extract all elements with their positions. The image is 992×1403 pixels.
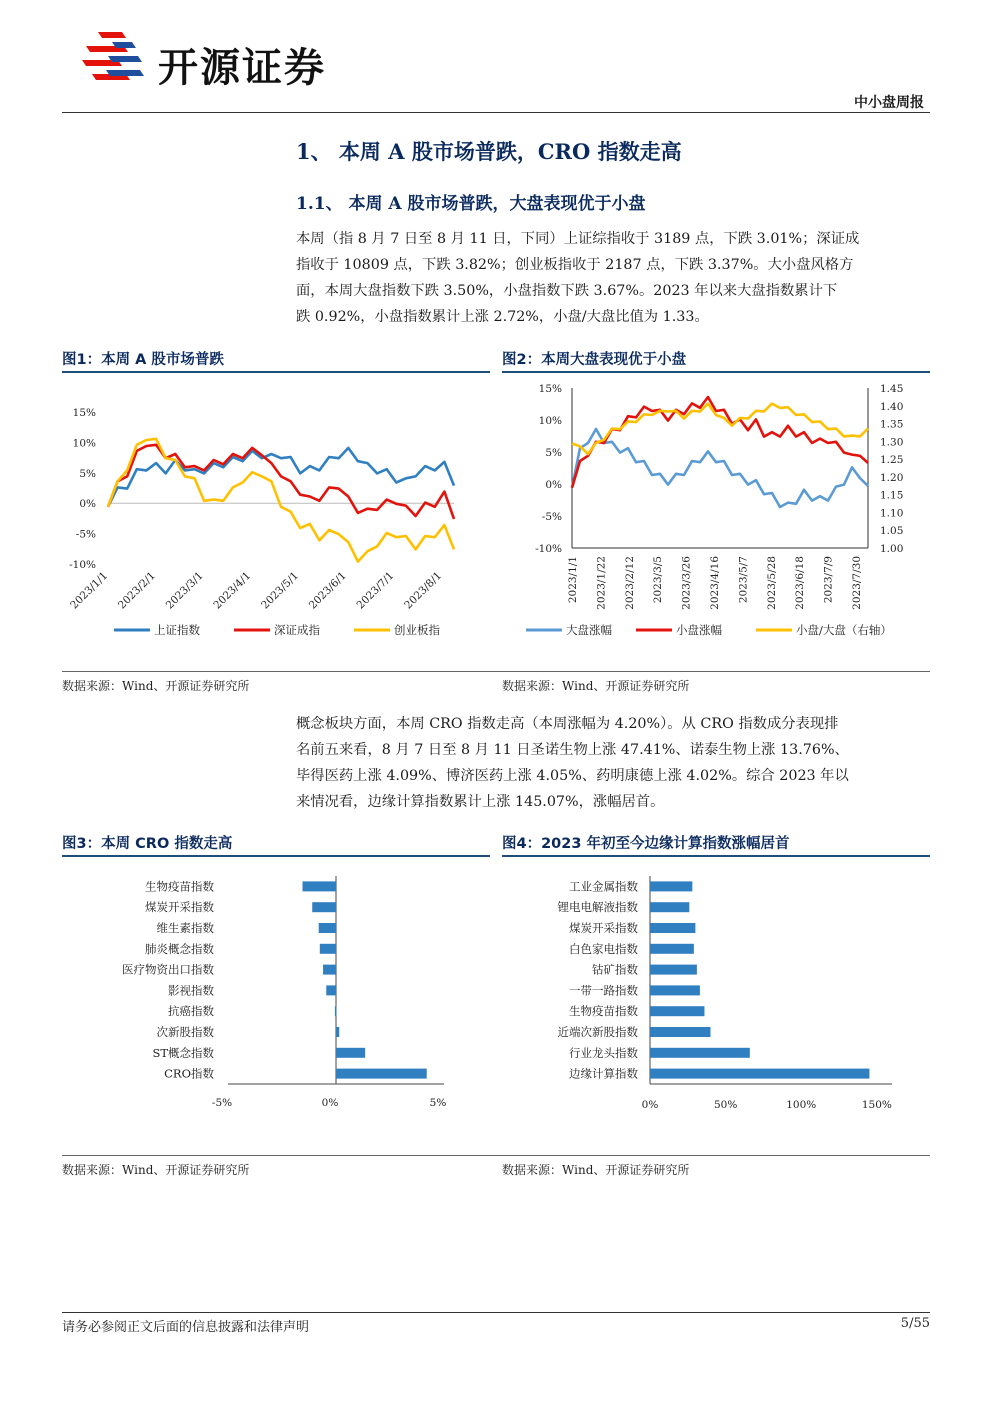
x-tick-label: 2023/4/16 [709, 556, 721, 610]
y-right-tick-label: 1.30 [880, 436, 904, 449]
legend-label: 上证指数 [154, 623, 200, 637]
para-line: 来情况看，边缘计算指数累计上涨 145.07%，涨幅居首。 [296, 794, 665, 810]
fig1-chart [62, 376, 490, 666]
category-label: 煤炭开采指数 [569, 921, 638, 935]
x-tick-label: 2023/7/30 [851, 556, 863, 610]
para-line: 跌 0.92%，小盘指数累计上涨 2.72%，小盘/大盘比值为 1.33。 [296, 309, 709, 325]
x-tick-label: 2023/1/22 [595, 556, 608, 610]
y-right-tick-label: 1.00 [880, 543, 904, 555]
bar [319, 923, 336, 933]
para-line: 指收于 10809 点，下跌 3.82%；创业板指收于 2187 点，下跌 3.37%。大小盘风格方 [296, 257, 854, 273]
category-label: 钴矿指数 [592, 962, 638, 977]
x-tick-label: 150% [861, 1099, 892, 1111]
x-tick-label: 50% [713, 1099, 738, 1111]
y-tick-label: 15% [72, 407, 96, 419]
subsection-title: 1.1、 本周 A 股市场普跌，大盘表现优于小盘 [296, 194, 646, 214]
fig3-title-rule [62, 855, 490, 857]
category-label: ST概念指数 [152, 1045, 214, 1060]
bar [320, 944, 336, 954]
bar [650, 1069, 869, 1079]
x-tick-label: 2023/5/1 [259, 569, 301, 612]
x-tick-label: 2023/2/12 [623, 556, 636, 610]
y-left-tick-label: 10% [538, 415, 562, 427]
bar [335, 1006, 337, 1016]
fig1-title: 图1：本周 A 股市场普跌 [62, 352, 224, 368]
bar [650, 1027, 711, 1037]
y-left-tick-label: -10% [535, 543, 562, 555]
x-tick-label: 2023/7/9 [822, 556, 835, 604]
x-tick-label: 2023/1/1 [68, 569, 111, 612]
fig2-title-rule [502, 371, 930, 373]
x-tick-label: 2023/5/28 [765, 556, 778, 610]
x-tick-label: 100% [786, 1099, 817, 1111]
legend-label: 小盘/大盘（右轴） [796, 623, 892, 637]
bar [650, 965, 697, 975]
bar [650, 1006, 704, 1016]
fig3-source: 数据来源：Wind、开源证券研究所 [62, 1163, 250, 1177]
logo [78, 28, 148, 84]
x-tick-label: 2023/2/1 [115, 569, 158, 612]
fig4-source: 数据来源：Wind、开源证券研究所 [502, 1163, 690, 1177]
category-label: 锂电电解液指数 [557, 900, 638, 915]
header-divider [62, 112, 930, 113]
fig1-title-rule [62, 371, 490, 373]
bar [312, 902, 336, 912]
y-right-tick-label: 1.10 [880, 507, 904, 520]
legend-label: 大盘涨幅 [566, 623, 612, 637]
fig12-bottom-rule [62, 671, 930, 672]
x-tick-label: -5% [211, 1097, 233, 1109]
bar [650, 902, 689, 912]
y-right-tick-label: 1.25 [880, 454, 904, 467]
bar [336, 1048, 365, 1058]
page-number: 5/55 [900, 1316, 930, 1331]
fig3-chart [62, 862, 490, 1152]
para-line: 概念板块方面，本周 CRO 指数走高（本周涨幅为 4.20%）。从 CRO 指数成分表现排 [296, 716, 839, 732]
legend-label: 小盘涨幅 [676, 623, 722, 637]
para-line: 本周（指 8 月 7 日至 8 月 11 日，下同）上证综指收于 3189 点，下跌 3.01%；深证成 [296, 231, 860, 247]
x-tick-label: 2023/5/7 [737, 556, 750, 604]
x-tick-label: 2023/4/1 [211, 569, 254, 612]
x-tick-label: 2023/7/1 [354, 569, 397, 612]
category-label: CRO指数 [164, 1066, 214, 1081]
fig1-source: 数据来源：Wind、开源证券研究所 [62, 679, 250, 693]
category-label: 次新股指数 [156, 1025, 214, 1039]
bar [323, 965, 336, 975]
para-line: 面，本周大盘指数下跌 3.50%，小盘指数下跌 3.67%。2023 年以来大盘指数累计下 [296, 283, 838, 299]
category-label: 影视指数 [168, 983, 214, 998]
x-tick-label: 5% [429, 1097, 447, 1109]
category-label: 维生素指数 [156, 921, 214, 935]
y-left-tick-label: 0% [545, 479, 562, 491]
y-right-tick-label: 1.15 [880, 489, 904, 502]
y-right-tick-label: 1.20 [880, 471, 904, 484]
bar [650, 944, 694, 954]
y-left-tick-label: 15% [538, 383, 562, 395]
category-label: 煤炭开采指数 [145, 900, 214, 915]
bar [650, 1048, 750, 1058]
y-tick-label: -5% [75, 528, 96, 541]
category-label: 肺炎概念指数 [145, 941, 214, 956]
bar [303, 881, 336, 891]
para-line: 毕得医药上涨 4.09%、博济医药上涨 4.05%、药明康德上涨 4.02%。综合 2023 年以 [296, 768, 849, 784]
y-tick-label: 0% [79, 498, 96, 511]
fig2-source: 数据来源：Wind、开源证券研究所 [502, 679, 690, 693]
bar [336, 1069, 427, 1079]
bar [336, 1027, 339, 1037]
bar [650, 923, 695, 933]
footer-divider [62, 1312, 930, 1313]
fig4-title-rule [502, 855, 930, 857]
y-right-tick-label: 1.35 [880, 418, 904, 431]
y-right-tick-label: 1.40 [880, 400, 904, 413]
y-tick-label: -10% [69, 559, 96, 571]
x-tick-label: 2023/3/5 [652, 556, 665, 604]
legend-label: 深证成指 [274, 623, 320, 637]
fig4-chart [502, 862, 930, 1152]
footer-disclaimer: 请务必参阅正文后面的信息披露和法律声明 [62, 1320, 310, 1335]
y-right-tick-label: 1.45 [880, 383, 904, 395]
y-left-tick-label: -5% [541, 511, 562, 523]
report-type: 中小盘周报 [854, 95, 924, 111]
category-label: 抗癌指数 [168, 1004, 214, 1019]
section-title: 1、 本周 A 股市场普跌，CRO 指数走高 [296, 139, 682, 164]
paragraph-concept [296, 711, 932, 815]
para-line: 名前五来看，8 月 7 日至 8 月 11 日圣诺生物上涨 47.41%、诺泰生物上涨 13.76%、 [296, 742, 849, 758]
y-right-tick-label: 1.05 [880, 525, 904, 538]
category-label: 生物疫苗指数 [569, 1004, 638, 1019]
x-tick-label: 0% [641, 1099, 659, 1111]
bar [650, 985, 700, 995]
x-tick-label: 2023/6/1 [306, 569, 349, 612]
company-name: 开源证券 [158, 45, 326, 91]
x-tick-label: 2023/6/18 [794, 556, 807, 610]
x-tick-label: 2023/8/1 [402, 569, 445, 612]
x-tick-label: 2023/3/26 [680, 556, 693, 610]
y-tick-label: 10% [72, 437, 96, 450]
fig34-bottom-rule [62, 1155, 930, 1156]
bar [650, 881, 692, 891]
category-label: 边缘计算指数 [569, 1066, 638, 1081]
bar [326, 985, 336, 995]
category-label: 生物疫苗指数 [145, 879, 214, 894]
x-tick-label: 2023/3/1 [163, 569, 206, 612]
fig4-title: 图4：2023 年初至今边缘计算指数涨幅居首 [502, 836, 790, 852]
x-tick-label: 0% [321, 1097, 339, 1109]
fig2-title: 图2：本周大盘表现优于小盘 [502, 352, 687, 368]
category-label: 一带一路指数 [569, 983, 638, 998]
category-label: 医疗物资出口指数 [122, 962, 214, 977]
y-left-tick-label: 5% [545, 447, 562, 459]
y-tick-label: 5% [79, 467, 96, 480]
logo-mark-icon [78, 28, 148, 84]
fig3-title: 图3：本周 CRO 指数走高 [62, 836, 233, 852]
x-tick-label: 2023/1/1 [567, 556, 579, 604]
fig2-chart [502, 376, 930, 666]
category-label: 白色家电指数 [569, 941, 638, 956]
category-label: 近端次新股指数 [557, 1025, 638, 1039]
category-label: 工业金属指数 [569, 879, 638, 894]
legend-label: 创业板指 [394, 623, 440, 637]
category-label: 行业龙头指数 [569, 1045, 638, 1060]
series-line [572, 397, 868, 488]
paragraph-market [296, 226, 932, 330]
